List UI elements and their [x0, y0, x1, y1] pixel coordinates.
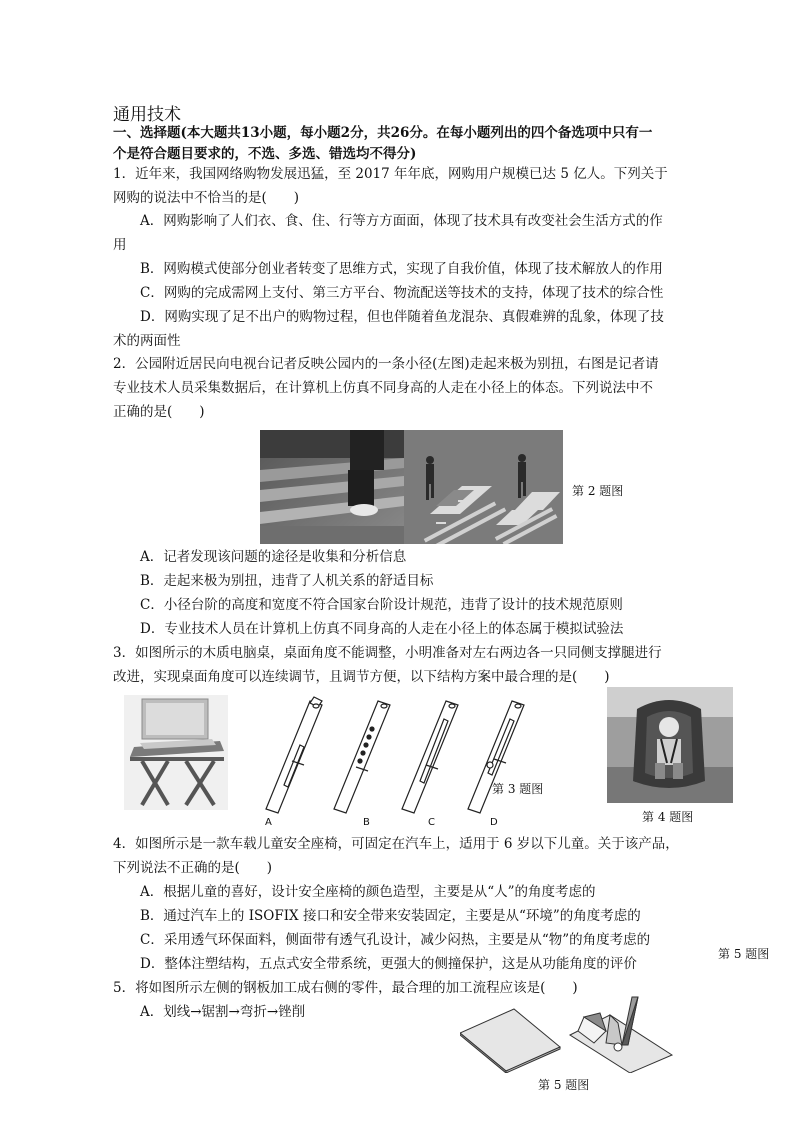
q5-option-a: A．划线→锯割→弯折→锉削: [140, 1004, 306, 1020]
q5-stem: 5．将如图所示左侧的钢板加工成右侧的零件，最合理的加工流程应该是( ): [113, 980, 578, 996]
section-header-line2: 个是符合题目要求的，不选、多选、错选均不得分): [113, 146, 417, 162]
q2-stem-line2: 专业技术人员采集数据后，在计算机上仿真不同身高的人走在小径上的体态。下列说法中不: [113, 380, 653, 396]
bent-part: [570, 997, 672, 1073]
section-header-line1: 一、选择题(本大题共13小题，每小题2分，共26分。在每小题列出的四个备选项中只有一: [113, 125, 653, 141]
q5-margin-caption: 第 5 题图: [718, 947, 770, 961]
q1-option-a-line1: A．网购影响了人们衣、食、住、行等方方面面，体现了技术具有改变社会生活方式的作: [140, 213, 663, 229]
q1-stem-line1: 1．近年来，我国网络购物发展迅猛，至 2017 年年底，网购用户规模已达 5 亿人。下列关于: [113, 166, 668, 182]
q1-option-a-line2: 用: [113, 237, 127, 253]
q2-stem-line3: 正确的是( ): [113, 404, 205, 420]
q2-figure-caption: 第 2 题图: [572, 484, 624, 498]
q5-figure-caption: 第 5 题图: [538, 1078, 590, 1092]
q4-option-a: A．根据儿童的喜好，设计安全座椅的颜色造型，主要是从“人”的角度考虑的: [140, 884, 596, 900]
option-b-leg: [334, 701, 390, 813]
q4-option-d: D．整体注塑结构，五点式安全带系统，更强大的侧撞保护，这是从功能角度的评价: [140, 956, 637, 972]
option-c-leg: [402, 701, 458, 813]
q1-option-b: B．网购模式使部分创业者转变了思维方式，实现了自我价值，体现了技术解放人的作用: [140, 261, 663, 277]
steel-plate: [460, 1009, 560, 1073]
q1-option-d-line2: 术的两面性: [113, 333, 181, 349]
q3-figure-caption: 第 3 题图: [492, 782, 544, 796]
q1-option-c: C．网购的完成需网上支付、第三方平台、物流配送等技术的支持，体现了技术的综合性: [140, 285, 664, 301]
q4-stem-line1: 4．如图所示是一款车载儿童安全座椅，可固定在汽车上，适用于 6 岁以下儿童。关于该产品，: [113, 836, 679, 852]
q4-option-b: B．通过汽车上的 ISOFIX 接口和安全带来安装固定，主要是从“环境”的角度考虑的: [140, 908, 641, 924]
q2-option-a: A．记者发现该问题的途径是收集和分析信息: [140, 549, 407, 565]
q2-option-b: B．走起来极为别扭，违背了人机关系的舒适目标: [140, 573, 434, 589]
q2-option-c: C．小径台阶的高度和宽度不符合国家台阶设计规范，违背了设计的技术规范原则: [140, 597, 623, 613]
option-a-leg: [266, 697, 322, 813]
q3-label-c: C: [428, 817, 435, 828]
q4-option-c: C．采用透气环保面料，侧面带有透气孔设计，减少闷热，主要是从“物”的角度考虑的: [140, 932, 651, 948]
q2-option-d: D．专业技术人员在计算机上仿真不同身高的人走在小径上的体态属于模拟试验法: [140, 621, 624, 637]
q2-figure: [260, 430, 563, 544]
q3-desk-photo: [124, 695, 228, 810]
q3-label-a: A: [265, 817, 272, 828]
q3-label-d: D: [490, 817, 498, 828]
q3-leg-options: [258, 695, 528, 830]
q2-stem-line1: 2．公园附近居民向电视台记者反映公园内的一条小径(左图)走起来极为别扭，右图是记者请: [113, 356, 659, 372]
q3-stem-line2: 改进，实现桌面角度可以连续调节，且调节方便，以下结构方案中最合理的是( ): [113, 669, 610, 685]
q1-option-d-line1: D．网购实现了足不出户的购物过程，但也伴随着鱼龙混杂、真假难辨的乱象，体现了技: [140, 309, 664, 325]
q3-stem-line1: 3．如图所示的木质电脑桌，桌面角度不能调整，小明准备对左右两边各一只同侧支撑腿进行: [113, 645, 662, 661]
q5-figure: [460, 995, 682, 1073]
q4-carseat-photo: [607, 687, 733, 803]
q1-stem-line2: 网购的说法中不恰当的是( ): [113, 190, 300, 206]
simulation-render: [404, 430, 563, 544]
q4-stem-line2: 下列说法不正确的是( ): [113, 860, 273, 876]
stairs-photo: [260, 430, 404, 544]
page-title: 通用技术: [113, 105, 181, 125]
q3-label-b: B: [363, 817, 370, 828]
q4-figure-caption: 第 4 题图: [642, 810, 694, 824]
